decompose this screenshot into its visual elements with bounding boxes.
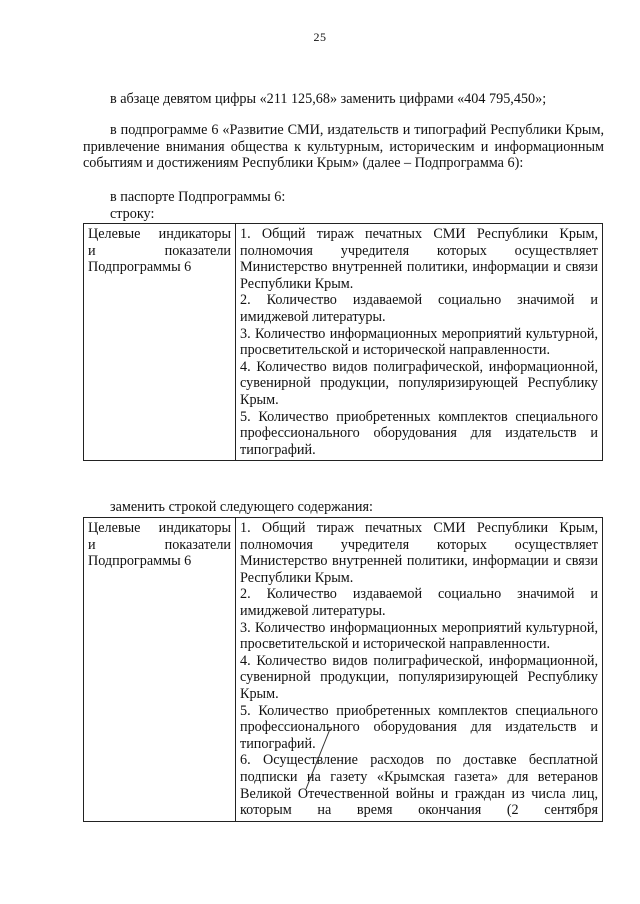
- label-word: Подпрограммы 6: [88, 259, 192, 276]
- indicator-item: 3. Количество информационных мероприятий культурной, просветительской и исторической направленности.: [240, 325, 598, 359]
- indicator-item: 6. Осуществление расходов по доставке бесплатной подписки на газету «Крымская газета» для ветеранов Великой Отечественной войны и граждан из числа лиц, которым на время окончания (2 сентября: [240, 752, 598, 819]
- indicator-item: 3. Количество информационных мероприятий культурной, просветительской и исторической направленности.: [240, 619, 598, 653]
- indicator-item: 2. Количество издаваемой социально значимой и имиджевой литературы.: [240, 586, 598, 619]
- indicator-item: 4. Количество видов полиграфической, информационной, сувенирной продукции, популяризирующей Республику Крым.: [240, 358, 598, 408]
- label-word: Целевые: [88, 226, 141, 242]
- label-word: и: [88, 536, 96, 553]
- indicator-item: 2. Количество издаваемой социально значимой и имиджевой литературы.: [240, 292, 598, 325]
- label-word: индикаторы: [158, 226, 231, 242]
- indicator-item: 1. Общий тираж печатных СМИ Республики Крым, полномочия учредителя которых осуществляет Министерство внутренней политики, информации и связи Республики Крым.: [240, 520, 598, 586]
- paragraph-row: строку:: [110, 206, 155, 222]
- indicator-item: 5. Количество приобретенных комплектов специального профессионального оборудования для издательств и типографий.: [240, 408, 598, 458]
- label-word: и: [88, 242, 96, 259]
- paragraph-digits-replacement: в абзаце девятом цифры «211 125,68» заменить цифрами «404 795,450»;: [110, 91, 547, 107]
- paragraph-subprogram-6: в подпрограмме 6 «Развитие СМИ, издательств и типографий Республики Крым, привлечение внимания общества к культурным, историческим и информационным событиям и достижениям Республики Крым» (далее – Подпрограмма 6):: [83, 122, 604, 172]
- paragraph-replace-with: заменить строкой следующего содержания:: [110, 499, 373, 515]
- indicator-label-cell: [84, 224, 236, 461]
- table-row: [84, 518, 603, 822]
- indicator-item: 5. Количество приобретенных комплектов специального профессионального оборудования для издательств и типографий.: [240, 702, 598, 752]
- label-word: индикаторы: [158, 520, 231, 536]
- indicator-item: 4. Количество видов полиграфической, информационной, сувенирной продукции, популяризирующей Республику Крым.: [240, 652, 598, 702]
- paragraph-passport: в паспорте Подпрограммы 6:: [110, 189, 286, 205]
- label-word: показатели: [164, 536, 231, 553]
- indicator-label-cell: [84, 518, 236, 822]
- page-number: 25: [313, 30, 327, 44]
- label-word: Подпрограммы 6: [88, 553, 192, 570]
- table-row: [84, 224, 603, 461]
- passport-table-new: [83, 517, 603, 822]
- label-word: Целевые: [88, 520, 141, 536]
- indicator-item: 1. Общий тираж печатных СМИ Республики Крым, полномочия учредителя которых осуществляет Министерство внутренней политики, информации и связи Республики Крым.: [240, 226, 598, 292]
- passport-table-old: [83, 223, 603, 461]
- label-word: показатели: [164, 242, 231, 259]
- indicator-list-cell: [236, 518, 603, 822]
- indicator-list-cell: [236, 224, 603, 461]
- pen-stroke-mark: [300, 725, 340, 795]
